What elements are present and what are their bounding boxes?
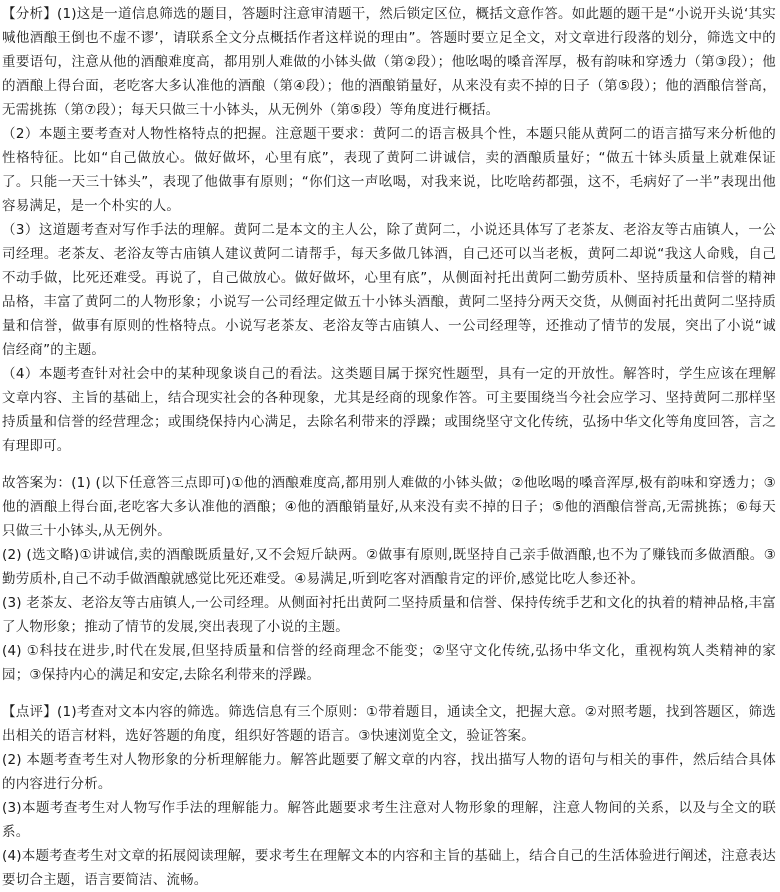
comment-section [2, 700, 776, 892]
analysis-section [2, 2, 776, 458]
section-spacer [2, 687, 776, 700]
comment-paragraph-1: 【点评】(1)考查对文本内容的筛选。筛选信息有三个原则：①带着题目，通读全文，把握大意。②对照考题，找到答题区，筛选出相关的语言材料，选好答题的角度，组织好答题的语言。③快速浏览全文，验证答案。 [2, 704, 776, 744]
comment-paragraph-2: (2) 本题考查考生对人物形象的分析理解能力。解答此题要了解文章的内容，找出描写人物的语句与相关的事件，然后结合具体的内容进行分析。 [2, 752, 776, 792]
answer-paragraph-4: (4) ①科技在进步,时代在发展,但坚持质量和信誉的经商理念不能变；②坚守文化传统,弘扬中华文化，重视构筑人类精神的家园；③保持内心的满足和安定,去除名利带来的浮躁。 [2, 643, 776, 683]
comment-paragraph-4: (4)本题考查考生对文章的拓展阅读理解，要求考生在理解文本的内容和主旨的基础上，结合自己的生活体验进行阐述，注意表达要切合主题，语言要简洁、流畅。 [2, 848, 776, 888]
answer-paragraph-3: (3) 老茶友、老浴友等古庙镇人,一公司经理。从侧面衬托出黄阿二坚持质量和信誉、保持传统手艺和文化的执着的精神品格,丰富了人物形象；推动了情节的发展,突出表现了小说的主题。 [2, 595, 776, 635]
comment-paragraph-3: (3)本题考查考生对人物写作手法的理解能力。解答此题要求考生注意对人物形象的理解，注意人物间的关系，以及与全文的联系。 [2, 800, 776, 840]
answer-paragraph-2: (2) (选文略)①讲诚信,卖的酒酿既质量好,又不会短斤缺两。②做事有原则,既坚持自己亲手做酒酿,也不为了赚钱而多做酒酿。③勤劳质朴,自己不动手做酒酿就感觉比死还难受。④易满足,听到吃客对酒酿肯定的评价,感觉比吃人参还补。 [2, 547, 776, 587]
answer-paragraph-1: 故答案为：(1) (以下任意答三点即可)①他的酒酿难度高,都用别人难做的小钵头做；②他吆喝的嗓音浑厚,极有韵味和穿透力；③他的酒酿上得台面,老吃客大多认准他的酒酿；④他的酒酿销量好,从来没有卖不掉的日子；⑤他的酒酿信誉高,无需挑拣；⑥每天只做三十小钵头,从无例外。 [2, 475, 776, 539]
analysis-paragraph-3: （3）这道题考查对写作手法的理解。黄阿二是本文的主人公，除了黄阿二，小说还具体写了老茶友、老浴友等古庙镇人，一公司经理。老茶友、老浴友等古庙镇人建议黄阿二请帮手，每天多做几钵酒，自己还可以当老板，黄阿二却说“我这人命贱，自己不动手做，比死还难受。再说了，自己做放心。做好做坏，心里有底”，从侧面衬托出黄阿二勤劳质朴、坚持质量和信誉的精神品格，丰富了黄阿二的人物形象；小说写一公司经理定做五十小钵头酒酿，黄阿二坚持分两天交货，从侧面衬托出黄阿二坚持质量和信誉，做事有原则的性格特点。小说写老茶友、老浴友等古庙镇人、一公司经理等，还推动了情节的发展，突出了小说“诚信经商”的主题。 [2, 222, 776, 358]
analysis-paragraph-1: 【分析】(1)这是一道信息筛选的题目，答题时注意审清题干，然后锁定区位，概括文意作答。如此题的题干是“小说开头说‘其实喊他酒酿王倒也不虚不谬’，请联系全文分点概括作者这样说的理由”。答题时要立足全文，对文章进行段落的划分，筛选文中的重要语句，注意从他的酒酿难度高，都用别人难做的小钵头做（第②段）；他吆喝的嗓音浑厚，极有韵味和穿透力（第③段）；他的酒酿上得台面，老吃客大多认准他的酒酿（第④段）；他的酒酿销量好，从来没有卖不掉的日子（第⑤段）；他的酒酿信誉高，无需挑拣（第⑦段）；每天只做三十小钵头，从无例外（第⑤段）等角度进行概括。 [2, 6, 776, 118]
answer-section [2, 471, 776, 687]
analysis-paragraph-2: （2）本题主要考查对人物性格特点的把握。注意题干要求：黄阿二的语言极具个性，本题只能从黄阿二的语言描写来分析他的性格特征。比如“自己做放心。做好做坏，心里有底”，表现了黄阿二讲诚信，卖的酒酿质量好；“做五十钵头质量上就难保证了。只能一天三十钵头”，表现了他做事有原则；“你们这一声吆喝，对我来说，比吃啥药都强，这不，毛病好了一半”表现出他容易满足，是一个朴实的人。 [2, 126, 776, 214]
section-spacer [2, 458, 776, 471]
analysis-paragraph-4: （4）本题考查针对社会中的某种现象谈自己的看法。这类题目属于探究性题型，具有一定的开放性。解答时，学生应该在理解文章内容、主旨的基础上，结合现实社会的各种现象，尤其是经商的现象作答。可主要围绕当今社会应学习、坚持黄阿二那样坚持质量和信誉的经营理念；或围绕保持内心满足，去除名利带来的浮躁；或围绕坚守文化传统，弘扬中华文化等角度回答，言之有理即可。 [2, 366, 776, 454]
